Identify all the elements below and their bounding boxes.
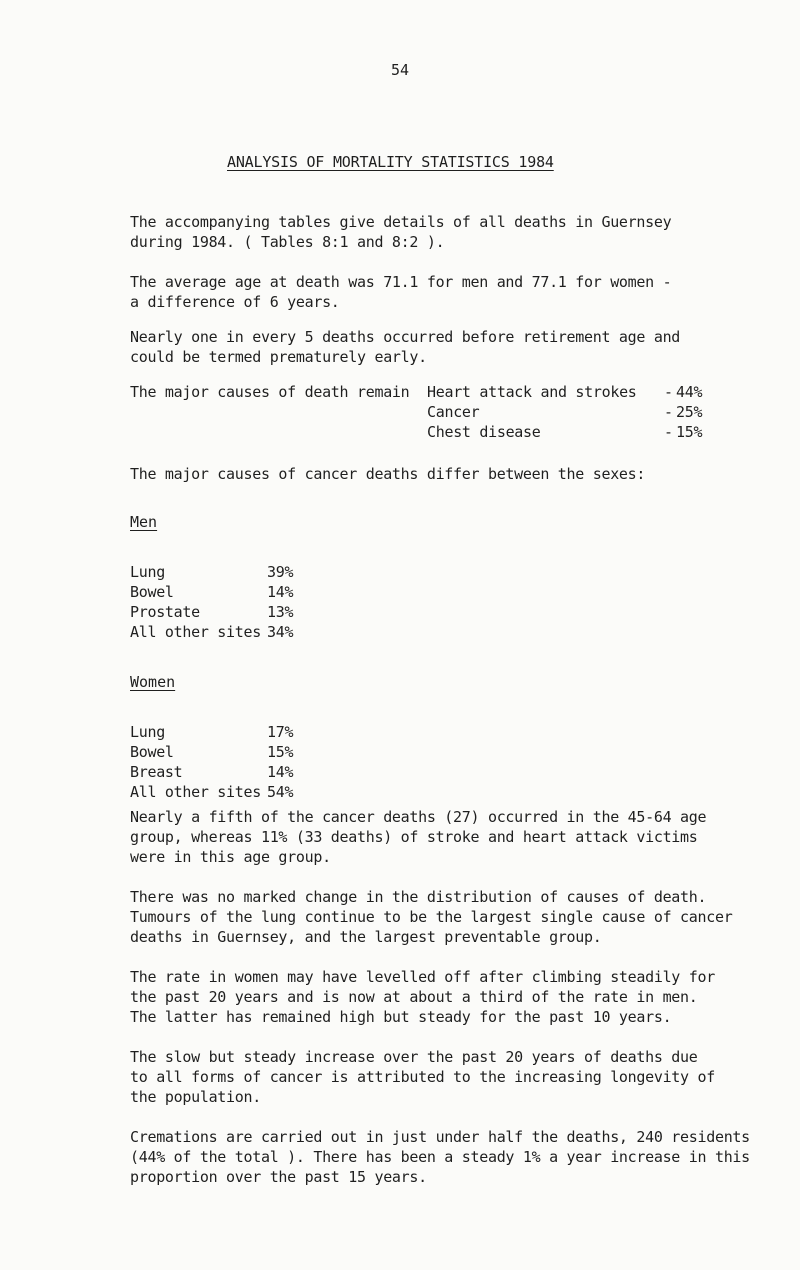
table-row bbox=[130, 602, 330, 622]
age-group-paragraph: Nearly a fifth of the cancer deaths (27) occurred in the 45-64 age group, whereas 11% (33 deaths) of stroke and heart attack victims were in this age group. bbox=[130, 808, 707, 866]
cause-value: 25% bbox=[676, 403, 703, 421]
cause-dash: - bbox=[664, 403, 673, 421]
cause-value: 44% bbox=[676, 383, 703, 401]
premature-deaths-paragraph: Nearly one in every 5 deaths occurred before retirement age and could be termed prematurely early. bbox=[130, 328, 681, 366]
major-cause-row bbox=[427, 422, 727, 442]
men-cancer-table bbox=[130, 562, 330, 642]
site-value: 14% bbox=[267, 583, 294, 601]
major-cause-row bbox=[427, 402, 727, 422]
site-label: Breast bbox=[130, 763, 183, 781]
site-label: Lung bbox=[130, 723, 165, 741]
site-label: Bowel bbox=[130, 583, 174, 601]
site-label: All other sites bbox=[130, 623, 261, 641]
table-row bbox=[130, 782, 330, 802]
site-label: Lung bbox=[130, 563, 165, 581]
table-row bbox=[130, 762, 330, 782]
table-row bbox=[130, 722, 330, 742]
table-row bbox=[130, 582, 330, 602]
table-row bbox=[130, 622, 330, 642]
cause-dash: - bbox=[664, 383, 673, 401]
cause-label: Chest disease bbox=[427, 423, 541, 441]
rate-paragraph: The rate in women may have levelled off after climbing steadily for the past 20 years and is now at about a third of the rate in men. The latter has remained high but steady for the past 10 years. bbox=[130, 968, 715, 1026]
page-title: ANALYSIS OF MORTALITY STATISTICS 1984 bbox=[227, 153, 554, 171]
distribution-paragraph: There was no marked change in the distribution of causes of death. Tumours of the lung continue to be the largest single cause of cancer deaths in Guernsey, and the largest preventable group. bbox=[130, 888, 733, 946]
site-label: Bowel bbox=[130, 743, 174, 761]
site-value: 15% bbox=[267, 743, 294, 761]
men-heading: Men bbox=[130, 513, 158, 531]
cause-label: Cancer bbox=[427, 403, 480, 421]
major-causes-list bbox=[427, 382, 727, 442]
site-label: All other sites bbox=[130, 783, 261, 801]
intro-paragraph: The accompanying tables give details of all deaths in Guernsey during 1984. ( Tables 8:1 and 8:2 ). bbox=[130, 213, 672, 251]
site-value: 13% bbox=[267, 603, 294, 621]
women-cancer-table bbox=[130, 722, 330, 802]
cremations-paragraph: Cremations are carried out in just under half the deaths, 240 residents (44% of the total ). There has been a steady 1% a year increase in this proportion over the past 15 years. bbox=[130, 1128, 750, 1186]
women-heading: Women bbox=[130, 673, 176, 691]
table-row bbox=[130, 562, 330, 582]
cause-value: 15% bbox=[676, 423, 703, 441]
site-value: 14% bbox=[267, 763, 294, 781]
increase-paragraph: The slow but steady increase over the past 20 years of deaths due to all forms of cancer is attributed to the increasing longevity of the population. bbox=[130, 1048, 715, 1106]
page-number: 54 bbox=[390, 61, 410, 79]
cause-dash: - bbox=[664, 423, 673, 441]
site-value: 54% bbox=[267, 783, 294, 801]
site-value: 34% bbox=[267, 623, 294, 641]
average-age-paragraph: The average age at death was 71.1 for men and 77.1 for women - a difference of 6 years. bbox=[130, 273, 672, 311]
major-cause-row bbox=[427, 382, 727, 402]
cause-label: Heart attack and strokes bbox=[427, 383, 637, 401]
table-row bbox=[130, 742, 330, 762]
cancer-causes-intro: The major causes of cancer deaths differ between the sexes: bbox=[130, 465, 646, 483]
site-label: Prostate bbox=[130, 603, 200, 621]
major-causes-intro: The major causes of death remain bbox=[130, 383, 410, 401]
site-value: 39% bbox=[267, 563, 294, 581]
site-value: 17% bbox=[267, 723, 294, 741]
